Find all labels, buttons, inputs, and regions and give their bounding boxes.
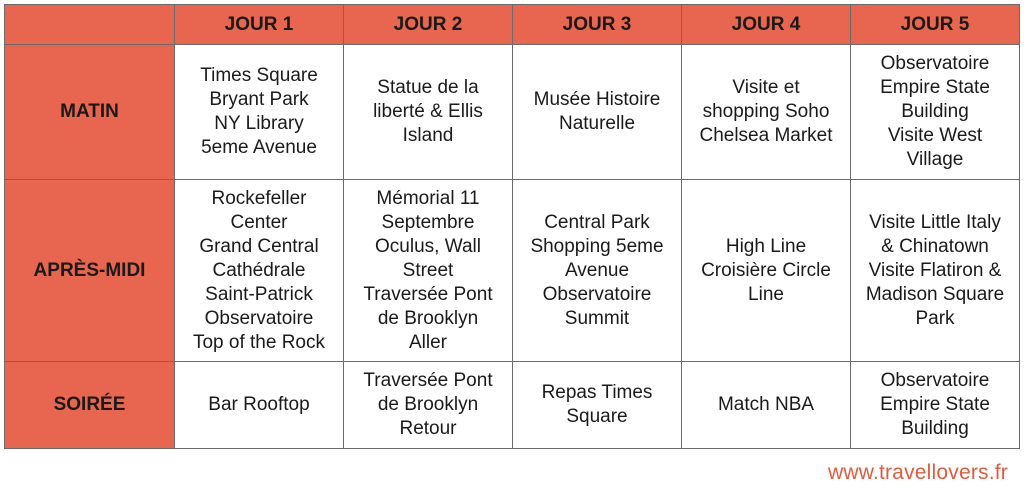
table-cell: Visite et shopping Soho Chelsea Market: [682, 45, 851, 180]
table-cell: Bar Rooftop: [175, 362, 344, 449]
column-header: JOUR 2: [344, 5, 513, 45]
table-row-matin: [5, 45, 1020, 180]
table-cell: Times Square Bryant Park NY Library 5eme Avenue: [175, 45, 344, 180]
itinerary-table: [4, 4, 1020, 449]
table-cell: Observatoire Empire State Building Visite West Village: [851, 45, 1020, 180]
table-cell: Match NBA: [682, 362, 851, 449]
table-cell: High Line Croisière Circle Line: [682, 180, 851, 362]
row-header: MATIN: [5, 45, 175, 180]
header-row: [5, 5, 1020, 45]
table-cell: Observatoire Empire State Building: [851, 362, 1020, 449]
corner-cell: [5, 5, 175, 45]
table-row-soiree: [5, 362, 1020, 449]
row-header: SOIRÉE: [5, 362, 175, 449]
table-cell: Statue de la liberté & Ellis Island: [344, 45, 513, 180]
column-header: JOUR 4: [682, 5, 851, 45]
table-cell: Rockefeller Center Grand Central Cathédrale Saint-Patrick Observatoire Top of the Rock: [175, 180, 344, 362]
column-header: JOUR 3: [513, 5, 682, 45]
table-cell: Central Park Shopping 5eme Avenue Observatoire Summit: [513, 180, 682, 362]
column-header: JOUR 1: [175, 5, 344, 45]
row-header: APRÈS-MIDI: [5, 180, 175, 362]
table-cell: Visite Little Italy & Chinatown Visite Flatiron & Madison Square Park: [851, 180, 1020, 362]
website-link[interactable]: www.travellovers.fr: [827, 461, 1008, 484]
table-row-apres-midi: [5, 180, 1020, 362]
table-cell: Musée Histoire Naturelle: [513, 45, 682, 180]
column-header: JOUR 5: [851, 5, 1020, 45]
table-cell: Mémorial 11 Septembre Oculus, Wall Street Traversée Pont de Brooklyn Aller: [344, 180, 513, 362]
table-cell: Repas Times Square: [513, 362, 682, 449]
table-cell: Traversée Pont de Brooklyn Retour: [344, 362, 513, 449]
